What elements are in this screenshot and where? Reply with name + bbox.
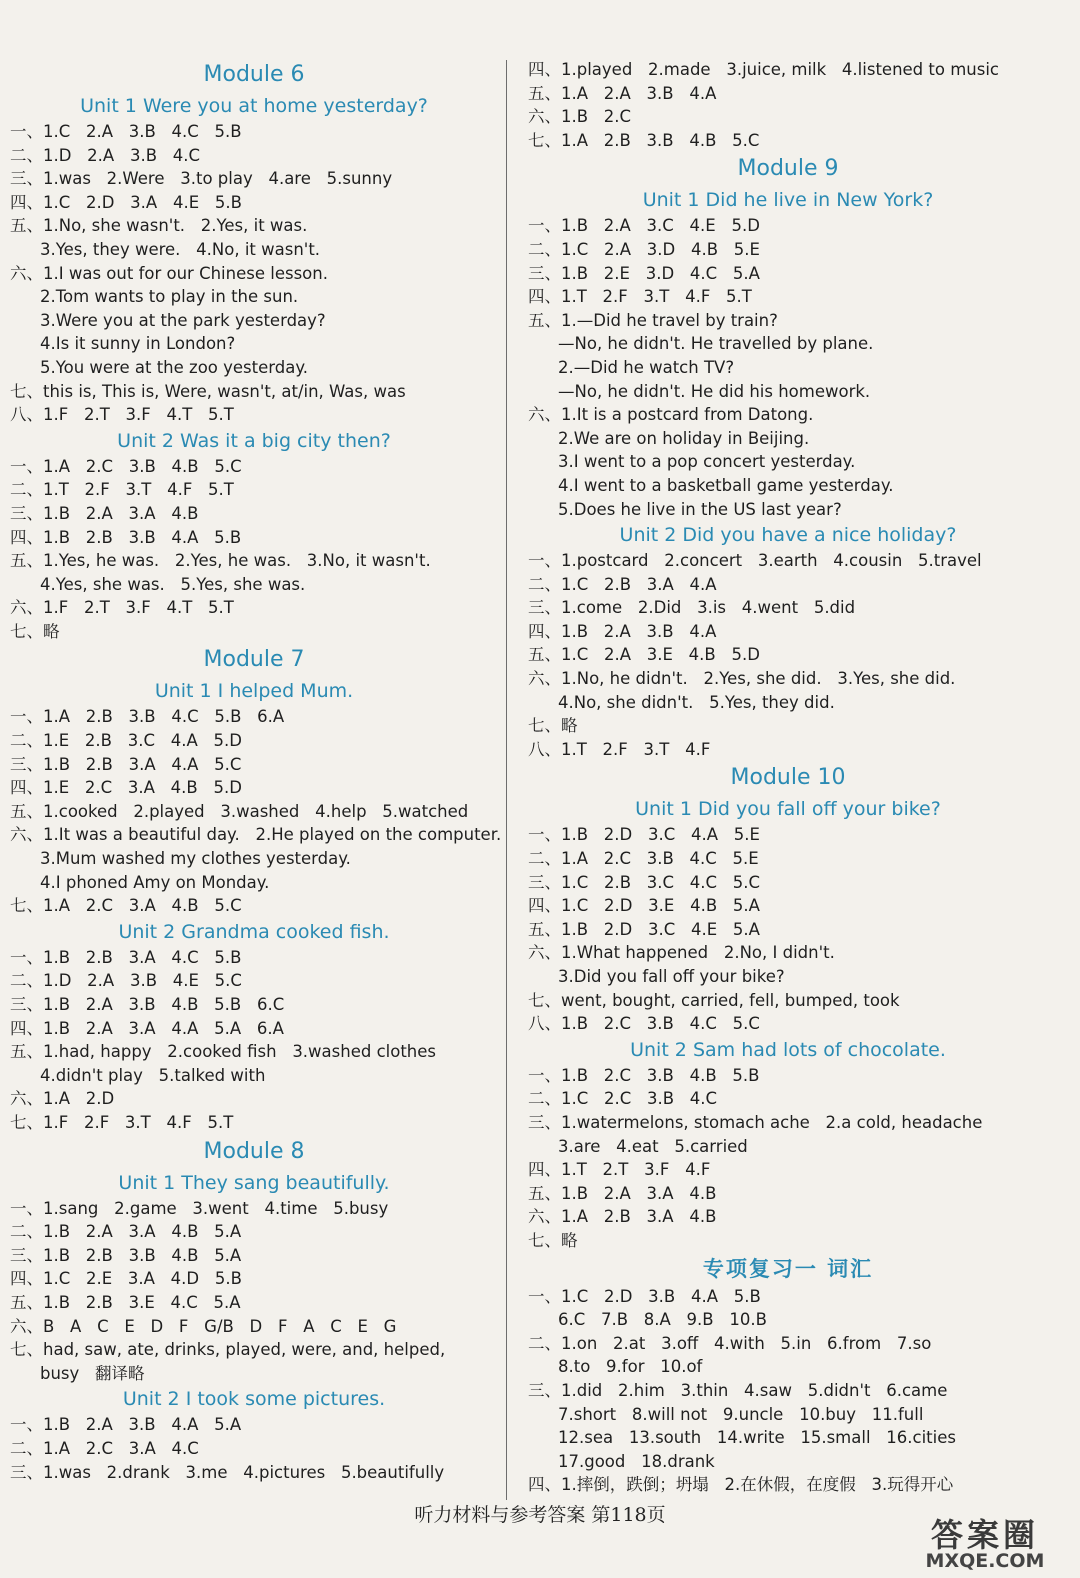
module-heading: Module 9 <box>737 156 839 182</box>
answer-line: —No, he didn't. He did his homework. <box>558 381 871 401</box>
answer-line: 五、1.Yes, he was. 2.Yes, he was. 3.No, it wasn't. <box>10 551 431 571</box>
answer-line: 一、1.B 2.A 3.C 4.E 5.D <box>528 216 760 236</box>
answer-line: 五、1.C 2.A 3.E 4.B 5.D <box>528 645 760 665</box>
answer-line: 七、went, bought, carried, fell, bumped, took <box>528 990 900 1010</box>
unit-heading: Unit 2 Did you have a nice holiday? <box>619 524 957 547</box>
answer-line: 5.Does he live in the US last year? <box>558 499 842 519</box>
answer-line: 七、1.A 2.C 3.A 4.B 5.C <box>10 896 242 916</box>
answer-line: 五、1.B 2.A 3.A 4.B <box>528 1183 717 1203</box>
answer-line: 3.Mum washed my clothes yesterday. <box>40 849 351 869</box>
answer-line: 三、1.did 2.him 3.thin 4.saw 5.didn't 6.came <box>528 1380 948 1400</box>
answer-line: 三、1.B 2.A 3.A 4.B <box>10 503 199 523</box>
answer-line: 3.I went to a pop concert yesterday. <box>558 452 856 472</box>
unit-heading: Unit 1 Were you at home yesterday? <box>80 95 428 117</box>
answer-line: 六、B A C E D F G/B D F A C E G <box>10 1316 397 1336</box>
answer-line: 4.I phoned Amy on Monday. <box>40 872 270 892</box>
answer-line: 一、1.B 2.D 3.C 4.A 5.E <box>528 825 760 845</box>
page-footer: 听力材料与参考答案 第118页 <box>414 1504 666 1526</box>
answer-line: 2.—Did he watch TV? <box>558 357 735 377</box>
answer-line: 四、1.B 2.A 3.B 4.A <box>528 621 717 641</box>
unit-heading: Unit 2 Grandma cooked fish. <box>118 920 390 943</box>
answer-line: 二、1.C 2.A 3.D 4.B 5.E <box>528 239 760 259</box>
answer-line: 5.You were at the zoo yesterday. <box>40 357 309 377</box>
answer-line: 八、1.F 2.T 3.F 4.T 5.T <box>10 405 234 425</box>
answer-line: 五、1.had, happy 2.cooked fish 3.washed clothes <box>10 1042 437 1062</box>
module-heading: Module 8 <box>203 1138 305 1164</box>
module-heading: Module 7 <box>203 647 305 673</box>
answer-line: 4.Is it sunny in London? <box>40 334 236 354</box>
answer-line: 七、1.F 2.F 3.T 4.F 5.T <box>10 1112 234 1132</box>
answer-line: 一、1.C 2.A 3.B 4.C 5.B <box>10 122 242 141</box>
answer-line: 2.Tom wants to play in the sun. <box>40 287 299 307</box>
answer-line: 五、1.cooked 2.played 3.washed 4.help 5.watched <box>10 801 469 821</box>
answer-line: 七、略 <box>528 716 578 736</box>
unit-heading: Unit 1 Did he live in New York? <box>642 189 934 212</box>
section-heading: 专项复习一 词汇 <box>702 1256 874 1281</box>
answer-line: 二、1.A 2.C 3.A 4.C <box>10 1438 199 1458</box>
answer-line: 一、1.B 2.C 3.B 4.B 5.B <box>528 1065 760 1085</box>
answer-line: 二、1.A 2.C 3.B 4.C 5.E <box>528 849 759 869</box>
answer-line: 三、1.was 2.drank 3.me 4.pictures 5.beautifully <box>10 1462 445 1482</box>
answer-line: 8.to 9.for 10.of <box>558 1357 703 1377</box>
answer-line: 四、1.B 2.B 3.B 4.A 5.B <box>10 527 242 547</box>
unit-heading: Unit 1 They sang beautifully. <box>118 1171 390 1194</box>
answer-line: —No, he didn't. He travelled by plane. <box>558 334 874 354</box>
answer-line: 4.Yes, she was. 5.Yes, she was. <box>40 574 306 594</box>
answer-line: 三、1.B 2.B 3.A 4.A 5.C <box>10 754 242 774</box>
answer-line: 四、1.摔倒，跌倒；坍塌 2.在休假，在度假 3.玩得开心 <box>528 1475 954 1495</box>
answer-line: 四、1.C 2.D 3.A 4.E 5.B <box>10 192 242 212</box>
answer-line: 一、1.C 2.D 3.B 4.A 5.B <box>528 1286 761 1306</box>
answer-line: 一、1.B 2.A 3.B 4.A 5.A <box>10 1415 242 1435</box>
answer-line: 四、1.played 2.made 3.juice, milk 4.listened to music <box>528 60 999 79</box>
unit-heading: Unit 2 Sam had lots of chocolate. <box>630 1038 946 1061</box>
right-column <box>528 58 1048 1497</box>
answer-line: 七、this is, This is, Were, wasn't, at/in, Was, was <box>10 381 406 401</box>
answer-line: 八、1.B 2.C 3.B 4.C 5.C <box>528 1014 760 1034</box>
answer-line: 三、1.C 2.B 3.C 4.C 5.C <box>528 872 761 892</box>
column-divider <box>506 60 507 1500</box>
module-heading: Module 10 <box>730 765 846 791</box>
answer-line: 4.didn't play 5.talked with <box>40 1065 266 1085</box>
answer-line: 二、1.D 2.A 3.B 4.C <box>10 145 201 165</box>
answer-line: 3.Were you at the park yesterday? <box>40 310 326 330</box>
answer-line: 四、1.E 2.C 3.A 4.B 5.D <box>10 778 242 798</box>
answer-line: 3.Yes, they were. 4.No, it wasn't. <box>40 239 321 259</box>
unit-heading: Unit 1 Did you fall off your bike? <box>635 798 941 821</box>
answer-line: 六、1.B 2.C <box>528 107 632 127</box>
answer-line: 四、1.C 2.E 3.A 4.D 5.B <box>10 1269 242 1289</box>
answer-line: 一、1.B 2.B 3.A 4.C 5.B <box>10 947 242 967</box>
answer-line: 一、1.sang 2.game 3.went 4.time 5.busy <box>10 1198 389 1218</box>
answer-line: 6.C 7.B 8.A 9.B 10.B <box>558 1310 767 1330</box>
answer-line: 二、1.on 2.at 3.off 4.with 5.in 6.from 7.so <box>528 1333 932 1353</box>
watermark-url: MXQE.COM <box>925 1550 1045 1572</box>
answer-line: 六、1.A 2.B 3.A 4.B <box>528 1207 717 1227</box>
answer-line: 一、1.A 2.C 3.B 4.B 5.C <box>10 456 242 476</box>
answer-line: 七、略 <box>528 1230 578 1250</box>
answer-line: 四、1.T 2.F 3.T 4.F 5.T <box>528 287 752 307</box>
answer-line: 八、1.T 2.F 3.T 4.F <box>528 739 711 759</box>
answer-line: 七、1.A 2.B 3.B 4.B 5.C <box>528 130 760 150</box>
answer-line: 一、1.postcard 2.concert 3.earth 4.cousin 5.travel <box>528 551 982 571</box>
left-column <box>10 58 502 1484</box>
answer-line: 五、1.A 2.A 3.B 4.A <box>528 83 717 103</box>
answer-line: 二、1.B 2.A 3.A 4.B 5.A <box>10 1222 242 1242</box>
answer-line: 二、1.E 2.B 3.C 4.A 5.D <box>10 731 242 751</box>
answer-line: 三、1.B 2.A 3.B 4.B 5.B 6.C <box>10 995 285 1014</box>
answer-line: 六、1.F 2.T 3.F 4.T 5.T <box>10 598 234 618</box>
answer-line: 4.No, she didn't. 5.Yes, they did. <box>558 692 835 712</box>
answer-line: 六、1.What happened 2.No, I didn't. <box>528 943 835 963</box>
answer-line: 七、略 <box>10 621 60 641</box>
answer-line: 七、had, saw, ate, drinks, played, were, and, helped, <box>10 1340 446 1360</box>
answer-line: 六、1.It was a beautiful day. 2.He played on the computer. <box>10 825 502 845</box>
answer-line: 3.Did you fall off your bike? <box>558 967 785 986</box>
answer-line: 四、1.T 2.T 3.F 4.F <box>528 1160 711 1180</box>
answer-line: 五、1.B 2.D 3.C 4.E 5.A <box>528 919 760 939</box>
answer-line: 二、1.T 2.F 3.T 4.F 5.T <box>10 480 234 500</box>
watermark-logo <box>900 1510 1070 1574</box>
answer-line: 六、1.No, he didn't. 2.Yes, she did. 3.Yes, she did. <box>528 669 956 689</box>
answer-line: 三、1.come 2.Did 3.is 4.went 5.did <box>528 598 856 618</box>
unit-heading: Unit 1 I helped Mum. <box>154 680 354 703</box>
answer-line: 3.are 4.eat 5.carried <box>558 1136 748 1156</box>
answer-line: 六、1.A 2.D <box>10 1089 115 1109</box>
answer-line: busy 翻译略 <box>40 1363 145 1383</box>
unit-heading: Unit 2 I took some pictures. <box>122 1388 386 1411</box>
answer-line: 三、1.was 2.Were 3.to play 4.are 5.sunny <box>10 169 393 189</box>
answer-line: 五、1.—Did he travel by train? <box>528 310 778 330</box>
answer-line: 六、1.It is a postcard from Datong. <box>528 405 814 425</box>
answer-line: 四、1.C 2.D 3.E 4.B 5.A <box>528 896 760 916</box>
answer-line: 二、1.D 2.A 3.B 4.E 5.C <box>10 971 242 991</box>
answer-line: 三、1.B 2.B 3.B 4.B 5.A <box>10 1245 242 1265</box>
answer-line: 五、1.No, she wasn't. 2.Yes, it was. <box>10 216 308 236</box>
unit-heading: Unit 2 Was it a big city then? <box>117 429 391 452</box>
answer-line: 五、1.B 2.B 3.E 4.C 5.A <box>10 1292 241 1312</box>
answer-line: 二、1.C 2.C 3.B 4.C <box>528 1089 718 1109</box>
module-heading: Module 6 <box>203 62 305 87</box>
answer-line: 7.short 8.will not 9.uncle 10.buy 11.full <box>558 1404 924 1424</box>
answer-line: 12.sea 13.south 14.write 15.small 16.cities <box>558 1428 956 1448</box>
answer-line: 4.I went to a basketball game yesterday. <box>558 475 894 495</box>
answer-line: 四、1.B 2.A 3.A 4.A 5.A 6.A <box>10 1018 284 1038</box>
answer-line: 17.good 18.drank <box>558 1451 715 1471</box>
answer-line: 三、1.watermelons, stomach ache 2.a cold, headache <box>528 1112 983 1132</box>
answer-line: 二、1.C 2.B 3.A 4.A <box>528 574 717 594</box>
answer-line: 一、1.A 2.B 3.B 4.C 5.B 6.A <box>10 707 285 727</box>
watermark-title: 答案圈 <box>930 1516 1039 1554</box>
answer-line: 2.We are on holiday in Beijing. <box>558 428 810 448</box>
answer-line: 六、1.I was out for our Chinese lesson. <box>10 263 328 283</box>
answer-line: 三、1.B 2.E 3.D 4.C 5.A <box>528 263 760 283</box>
